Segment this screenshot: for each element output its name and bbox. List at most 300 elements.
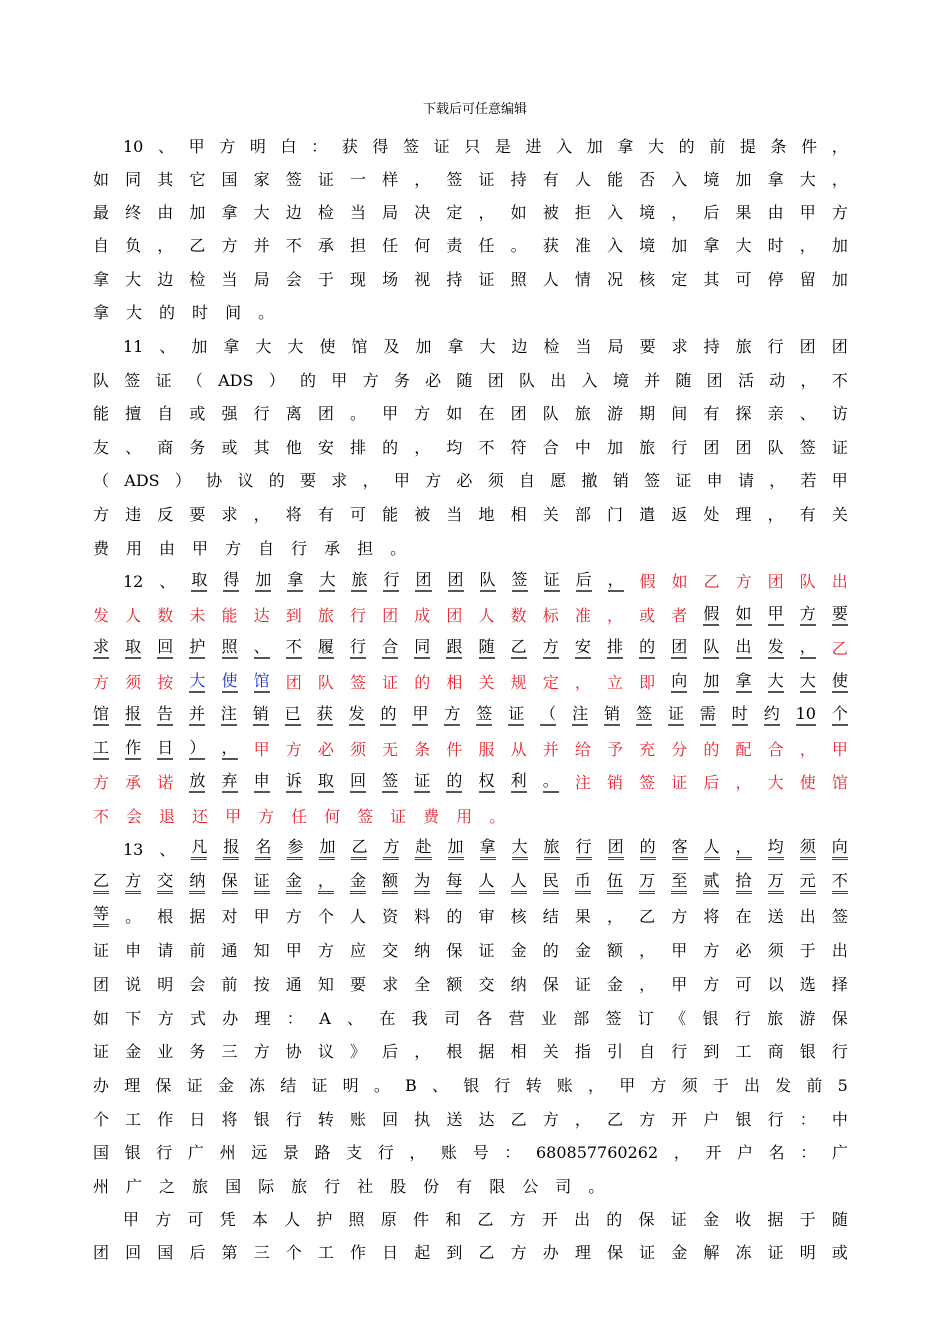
glyph: 加 [703, 671, 719, 693]
glyph: 工 [93, 738, 109, 760]
glyph: 动 [769, 371, 786, 390]
glyph: 家 [253, 170, 270, 189]
glyph: 部 [574, 505, 591, 524]
glyph: 可 [187, 1210, 204, 1229]
glyph: 签 [124, 371, 141, 390]
glyph: 证 [670, 1210, 687, 1229]
glyph: 前 [189, 941, 206, 961]
glyph: 何 [414, 236, 431, 255]
glyph: 定 [542, 672, 559, 692]
glyph: 申 [254, 771, 270, 793]
glyph: 合 [767, 739, 784, 759]
glyph: 大 [735, 236, 752, 255]
glyph: 方 [543, 637, 559, 659]
glyph: 随 [675, 371, 692, 390]
text-line [93, 1171, 848, 1197]
glyph: 保 [155, 1075, 172, 1095]
glyph: 股 [390, 1177, 407, 1196]
glyph: 团 [831, 337, 848, 356]
glyph: 大 [287, 337, 304, 356]
glyph: 回 [125, 1243, 142, 1262]
glyph: 金 [125, 1042, 142, 1062]
glyph: 不 [93, 806, 110, 826]
glyph: 乙 [93, 871, 109, 894]
glyph: 不 [831, 371, 848, 390]
glyph: 随 [456, 371, 473, 390]
glyph: 银 [253, 1109, 270, 1129]
glyph: 引 [607, 1042, 624, 1062]
glyph: 其 [157, 170, 174, 189]
glyph: 加 [735, 170, 752, 189]
glyph: 司 [443, 1008, 460, 1028]
glyph: 证 [433, 137, 450, 156]
glyph: 签 [285, 170, 302, 189]
glyph: ， [414, 1042, 431, 1062]
glyph: 司 [555, 1177, 572, 1196]
glyph: 金 [217, 1075, 234, 1095]
glyph: 随 [831, 1210, 848, 1229]
glyph: 求 [382, 974, 399, 994]
glyph: 旅 [192, 1177, 209, 1196]
glyph: 的 [380, 704, 396, 726]
glyph: 无 [382, 739, 399, 759]
glyph: 注 [221, 704, 237, 726]
glyph: 间 [671, 404, 688, 423]
glyph: 向 [671, 671, 687, 693]
glyph: 保 [222, 871, 238, 894]
glyph: 人 [350, 907, 367, 927]
text-line [93, 969, 848, 995]
glyph: 广 [187, 1143, 204, 1163]
glyph: 务 [393, 371, 410, 390]
glyph: 求 [221, 505, 238, 524]
glyph: 方 [221, 236, 238, 255]
glyph: 转 [525, 1075, 542, 1095]
glyph: 人 [574, 170, 591, 189]
glyph: 甲 [671, 974, 688, 994]
glyph: 销 [612, 471, 629, 490]
glyph: 大 [479, 337, 496, 356]
glyph: 甲 [225, 806, 242, 826]
glyph: 户 [737, 1143, 754, 1163]
glyph: 甲 [412, 704, 428, 726]
glyph: ， [736, 837, 752, 860]
glyph: 广 [831, 1143, 848, 1163]
glyph: 加 [831, 236, 848, 255]
glyph: 安 [575, 637, 591, 659]
glyph: 行 [350, 605, 367, 625]
glyph: 件 [412, 1210, 429, 1229]
glyph: 被 [542, 203, 559, 222]
glyph: 保 [638, 1210, 655, 1229]
glyph: 出 [831, 572, 848, 591]
glyph: 须 [487, 471, 504, 490]
glyph: 国 [93, 1143, 110, 1163]
glyph: 进 [525, 137, 542, 156]
glyph: 自 [518, 471, 535, 490]
text-line [93, 1036, 848, 1062]
glyph: 的 [268, 471, 285, 490]
glyph: 任 [382, 236, 399, 255]
glyph: ： [311, 137, 328, 156]
glyph: 关 [831, 505, 848, 524]
glyph: 条 [770, 137, 787, 156]
glyph: 证 [675, 471, 692, 490]
glyph: 币 [575, 871, 591, 894]
glyph: 假 [639, 572, 656, 591]
glyph: 必 [735, 941, 752, 961]
glyph: 最 [93, 203, 110, 222]
glyph: 要 [300, 471, 317, 490]
glyph: 协 [285, 1042, 302, 1062]
glyph: 访 [831, 404, 848, 423]
glyph: 证 [831, 438, 848, 457]
glyph: 持 [446, 270, 463, 289]
glyph: 情 [574, 270, 591, 289]
glyph: 至 [671, 871, 687, 894]
glyph: 人 [284, 1210, 301, 1229]
text-line [93, 901, 848, 927]
glyph: 方 [510, 1243, 527, 1262]
glyph: 检 [317, 203, 334, 222]
glyph: ， [639, 974, 656, 994]
glyph: 承 [317, 236, 334, 255]
glyph: 旅 [317, 605, 334, 625]
glyph: 将 [221, 1109, 238, 1129]
glyph: ， [607, 907, 624, 927]
glyph: 下 [125, 1008, 142, 1028]
glyph: 权 [479, 771, 495, 793]
glyph: 只 [464, 137, 481, 156]
glyph: 部 [573, 1008, 590, 1028]
glyph: 自 [93, 236, 110, 255]
glyph: 队 [518, 371, 535, 390]
glyph: 局 [382, 203, 399, 222]
glyph: 。 [373, 1075, 390, 1095]
glyph: 商 [157, 438, 174, 457]
glyph: 团 [799, 337, 816, 356]
glyph: 签 [605, 1008, 622, 1028]
glyph: 证 [668, 704, 684, 726]
glyph: 留 [799, 270, 816, 289]
glyph: 各 [476, 1008, 493, 1028]
glyph: 馆 [93, 704, 109, 726]
glyph: 相 [446, 672, 463, 692]
glyph: 行 [156, 1143, 173, 1163]
glyph: 达 [478, 1109, 495, 1129]
glyph: 结 [280, 1075, 297, 1095]
glyph: 停 [767, 270, 784, 289]
glyph: ADS [124, 471, 160, 490]
glyph: 11 [123, 337, 144, 356]
glyph: 须 [800, 837, 816, 860]
text-line [93, 398, 848, 424]
glyph: 大 [647, 137, 664, 156]
glyph: 随 [479, 637, 495, 659]
glyph: ） [189, 738, 205, 760]
glyph: 乙 [703, 572, 720, 591]
page-header: 下载后可任意编辑 [422, 102, 527, 117]
glyph: 在 [478, 404, 495, 423]
glyph: 知 [317, 974, 334, 994]
glyph: ， [409, 1143, 426, 1163]
text-line [93, 499, 848, 525]
glyph: 能 [221, 605, 238, 625]
glyph: 方 [317, 941, 334, 961]
glyph: 拿 [767, 170, 784, 189]
glyph: 必 [425, 371, 442, 390]
glyph: ） [268, 371, 285, 390]
glyph: 冻 [249, 1075, 266, 1095]
glyph: 金 [607, 974, 624, 994]
glyph: 证 [317, 170, 334, 189]
glyph: 保 [542, 974, 559, 994]
glyph: 。 [258, 303, 275, 322]
text-line [123, 131, 848, 157]
glyph: 愿 [550, 471, 567, 490]
text-line [93, 1070, 848, 1096]
glyph: 甲 [393, 471, 410, 490]
glyph: 时 [192, 303, 209, 322]
glyph: 理 [735, 505, 752, 524]
glyph: 证 [478, 270, 495, 289]
glyph: 起 [414, 1243, 431, 1262]
glyph: 被 [414, 505, 431, 524]
glyph: 业 [540, 1008, 557, 1028]
glyph: 提 [739, 137, 756, 156]
glyph: 使 [319, 337, 336, 356]
glyph: 申 [706, 471, 723, 490]
glyph: 证 [574, 974, 591, 994]
glyph: 》 [350, 1042, 367, 1062]
glyph: 、 [159, 572, 176, 591]
glyph: 照 [348, 1210, 365, 1229]
glyph: 分 [671, 739, 688, 759]
glyph: 的 [703, 739, 720, 759]
glyph: 处 [703, 505, 720, 524]
glyph: 出 [744, 1075, 761, 1095]
glyph: 议 [317, 1042, 334, 1062]
glyph: 亲 [767, 404, 784, 423]
glyph: 行 [576, 837, 592, 860]
glyph: 果 [574, 907, 591, 927]
glyph: 前 [806, 1075, 823, 1095]
glyph: 照 [222, 637, 238, 659]
text-line [93, 264, 848, 290]
glyph: 它 [189, 170, 206, 189]
glyph: 团 [285, 672, 302, 692]
glyph: 履 [318, 637, 334, 659]
glyph: 弃 [222, 771, 238, 793]
glyph: 甲 [799, 203, 816, 222]
glyph: 的 [382, 438, 399, 457]
glyph: 后 [703, 773, 720, 792]
glyph: 队 [317, 672, 334, 692]
glyph: 证 [186, 1075, 203, 1095]
glyph: 国 [157, 1243, 174, 1262]
glyph: 申 [125, 941, 142, 961]
glyph: 证 [508, 704, 524, 726]
glyph: 开 [541, 1210, 558, 1229]
glyph: ， [769, 471, 786, 490]
glyph: 凭 [219, 1210, 236, 1229]
glyph: 发 [93, 605, 110, 625]
glyph: 大 [126, 303, 143, 322]
glyph: 有 [317, 505, 334, 524]
glyph: 不 [286, 637, 302, 659]
text-line [93, 164, 848, 190]
glyph: 行 [831, 1042, 848, 1062]
glyph: 队 [703, 637, 719, 659]
glyph: 个 [285, 1243, 302, 1262]
glyph: 负 [125, 236, 142, 255]
glyph: 并 [644, 371, 661, 390]
text-line [93, 197, 848, 223]
glyph: 保 [831, 1008, 848, 1028]
glyph: 必 [317, 739, 334, 759]
glyph: 持 [510, 170, 527, 189]
glyph: 作 [125, 738, 141, 760]
glyph: 甲 [831, 471, 848, 490]
glyph: 求 [93, 637, 109, 659]
glyph: 议 [237, 471, 254, 490]
glyph: 的 [678, 137, 695, 156]
glyph: 旅 [574, 404, 591, 423]
glyph: 签 [831, 907, 848, 927]
glyph: 须 [125, 672, 142, 692]
glyph: 规 [510, 672, 527, 692]
glyph: 式 [189, 1008, 206, 1028]
glyph: 《 [670, 1008, 687, 1028]
glyph: 甲 [123, 1210, 140, 1229]
glyph: B [405, 1075, 417, 1095]
glyph: 后 [189, 1243, 206, 1262]
glyph: 一 [350, 170, 367, 189]
glyph: 5 [837, 1075, 848, 1095]
glyph: 及 [383, 337, 400, 356]
glyph: ， [157, 236, 174, 255]
glyph: 等 [93, 904, 109, 927]
glyph: 加 [831, 270, 848, 289]
glyph: ， [588, 1075, 605, 1095]
glyph: 发 [775, 1075, 792, 1095]
glyph: 送 [767, 907, 784, 927]
text-line [93, 767, 848, 793]
glyph: ， [574, 1109, 591, 1129]
glyph: 者 [671, 605, 688, 625]
glyph: 要 [832, 604, 848, 626]
glyph: 样 [382, 170, 399, 189]
glyph: 对 [221, 907, 238, 927]
glyph: 签 [799, 438, 816, 457]
glyph: ， [362, 471, 379, 490]
glyph: 签 [644, 471, 661, 490]
glyph: 行 [291, 539, 308, 558]
glyph: 并 [542, 739, 559, 759]
glyph: 他 [285, 438, 302, 457]
glyph: 得 [372, 137, 389, 156]
glyph: 行 [767, 337, 784, 356]
glyph: 证 [544, 570, 560, 592]
glyph: 审 [478, 907, 495, 927]
glyph: 取 [125, 637, 141, 659]
glyph: 本 [251, 1210, 268, 1229]
text-line [93, 465, 848, 491]
glyph: 旅 [735, 337, 752, 356]
glyph: 标 [542, 605, 559, 625]
glyph: 团 [510, 404, 527, 423]
glyph: 旅 [351, 570, 367, 592]
glyph: 在 [379, 1008, 396, 1028]
glyph: 知 [253, 941, 270, 961]
glyph: 人 [479, 871, 495, 894]
glyph: 从 [510, 739, 527, 759]
text-line [93, 935, 848, 961]
glyph: 境 [639, 236, 656, 255]
glyph: 现 [350, 270, 367, 289]
glyph: 出 [550, 371, 567, 390]
glyph: ， [671, 203, 688, 222]
glyph: 料 [414, 907, 431, 927]
glyph: 、 [159, 840, 176, 859]
glyph: 立 [607, 672, 624, 692]
glyph: 擅 [125, 404, 142, 423]
glyph: 交 [478, 974, 495, 994]
glyph: 加 [586, 137, 603, 156]
glyph: 、 [125, 438, 142, 457]
glyph: 方 [639, 1109, 656, 1129]
glyph: 甲 [382, 404, 399, 423]
text-line [123, 834, 848, 860]
glyph: ADS [218, 371, 254, 390]
text-line [123, 566, 848, 592]
glyph: 能 [607, 170, 624, 189]
glyph: 用 [126, 539, 143, 558]
glyph: 理 [254, 1008, 271, 1028]
glyph: 门 [607, 505, 624, 524]
glyph: 中 [574, 438, 591, 457]
glyph: 方 [735, 572, 752, 591]
glyph: 定 [671, 270, 688, 289]
glyph: 大 [125, 270, 142, 289]
glyph: 同 [125, 170, 142, 189]
glyph: 馆 [351, 337, 368, 356]
glyph: 相 [510, 1042, 527, 1062]
text-line [93, 533, 848, 559]
glyph: 12 [123, 572, 144, 591]
glyph: 开 [705, 1143, 722, 1163]
glyph: 注 [574, 773, 591, 792]
glyph: 交 [382, 941, 399, 961]
glyph: 大 [255, 337, 272, 356]
glyph: 理 [124, 1075, 141, 1095]
glyph: 可 [735, 270, 752, 289]
glyph: 工 [317, 1243, 334, 1262]
glyph: 探 [735, 404, 752, 423]
glyph: 和 [445, 1210, 462, 1229]
glyph: 强 [221, 404, 238, 423]
glyph: 假 [703, 604, 719, 626]
glyph: 或 [639, 605, 656, 625]
glyph: 其 [253, 438, 270, 457]
glyph: 不 [285, 236, 302, 255]
glyph: 相 [510, 505, 527, 524]
glyph: 合 [382, 637, 398, 659]
glyph: 三 [253, 1243, 270, 1262]
glyph: 开 [671, 1109, 688, 1129]
glyph: 远 [251, 1143, 268, 1163]
glyph: 营 [508, 1008, 525, 1028]
